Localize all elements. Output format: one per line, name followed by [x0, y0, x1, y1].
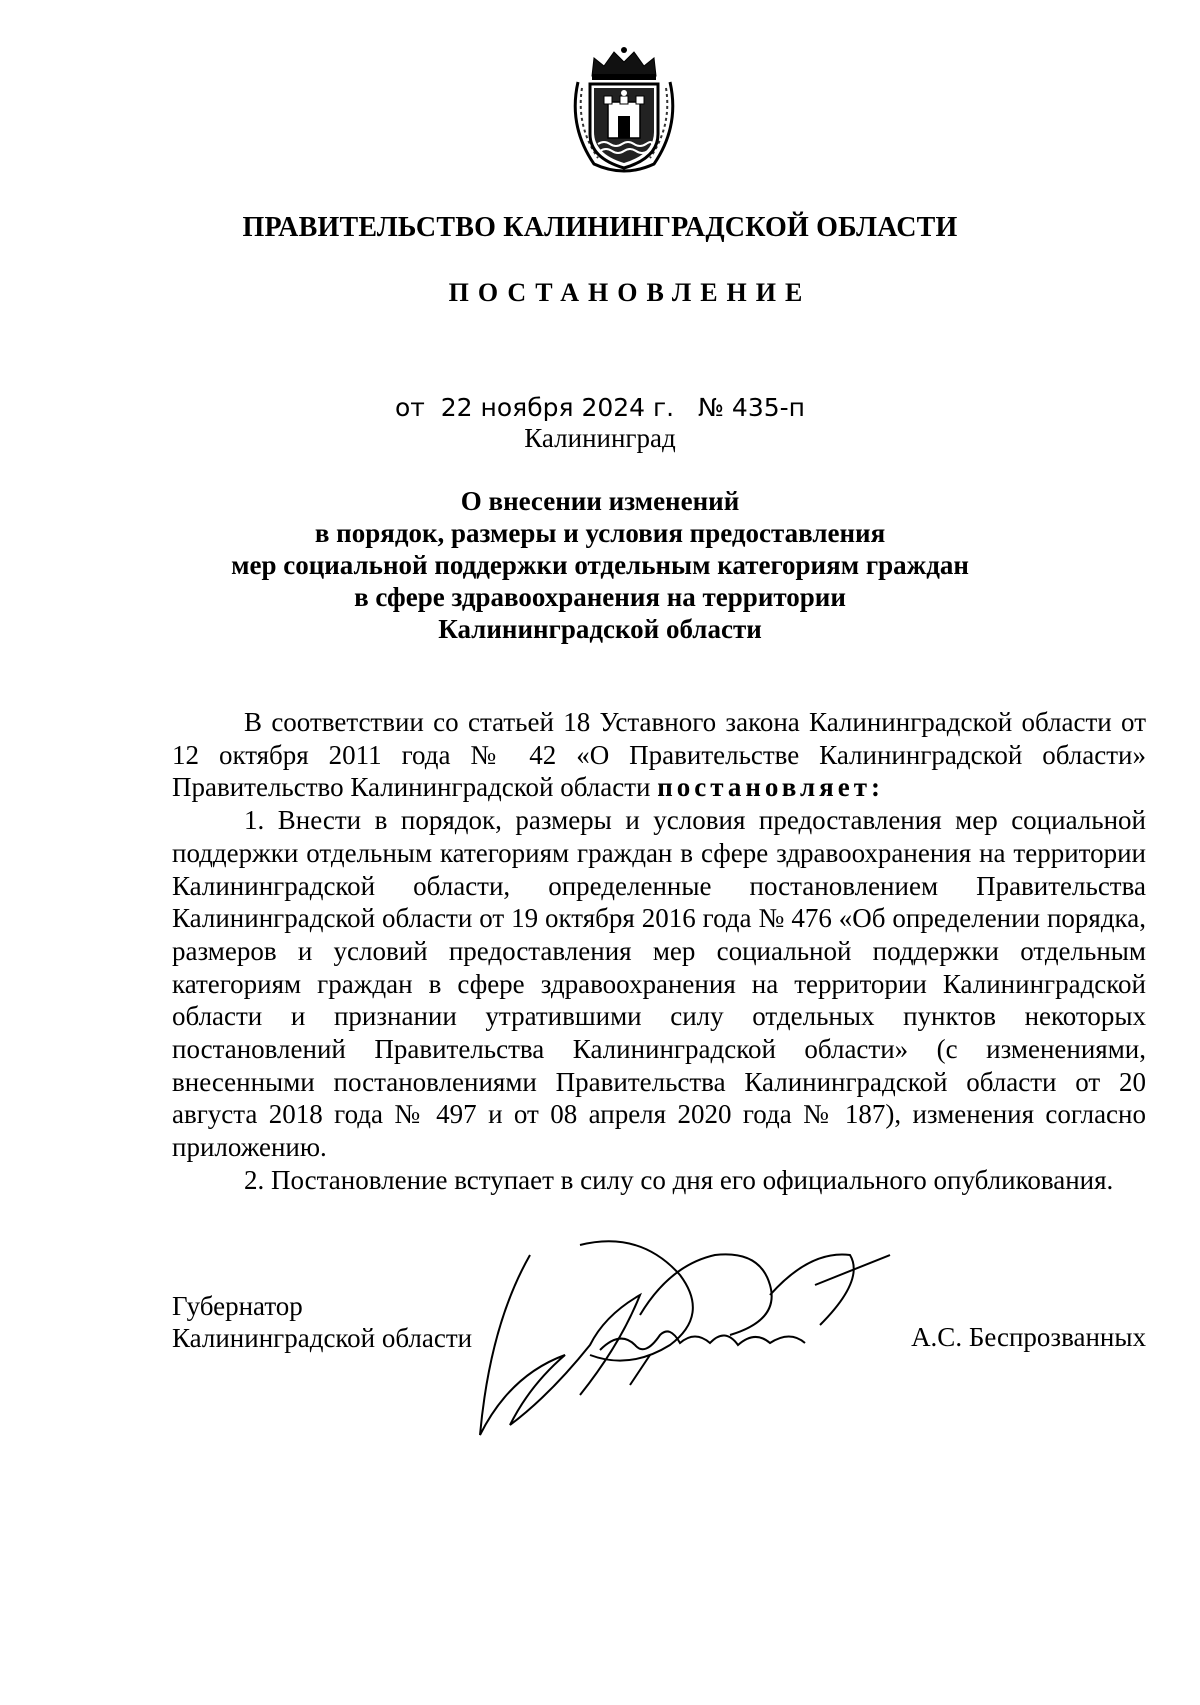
date-prefix: от	[394, 393, 425, 422]
item-paragraph: 2. Постановление вступает в силу со дня его официального опубликования.	[244, 1164, 1114, 1195]
preamble-text: В соответствии со статьей 18 Уставного закона Калининградской области от 12 октября 2011 года № 42 «О Правительстве Калининградской области» Правительство Калининградской области	[172, 707, 1146, 803]
subject-line: О внесении изменений	[460, 486, 740, 516]
document-subject	[0, 485, 1200, 645]
coat-of-arms-icon	[564, 46, 684, 178]
signer-position	[172, 1290, 472, 1354]
document-date: 22 ноября 2024 г.	[440, 393, 675, 422]
document-type: ПОСТАНОВЛЕНИЕ	[448, 278, 812, 307]
date-line	[0, 393, 1200, 422]
organization-title: ПРАВИТЕЛЬСТВО КАЛИНИНГРАДСКОЙ ОБЛАСТИ	[242, 212, 958, 243]
subject-line: мер социальной поддержки отдельным категориям граждан	[231, 550, 969, 580]
document-body	[172, 706, 1146, 1197]
preamble-paragraph	[172, 706, 1146, 804]
subject-line: Калининградской области	[438, 614, 762, 644]
signer-name: А.С. Беспрозванных	[911, 1322, 1146, 1352]
position-line: Калининградской области	[172, 1323, 473, 1353]
document-number: № 435-п	[697, 393, 805, 422]
handwritten-signature-icon	[470, 1235, 940, 1450]
item-paragraph: 1. Внести в порядок, размеры и условия предоставления мер социальной поддержки отдельным категориям граждан в сфере здравоохранения на территории Калининградской области, определенные постановлением Правительства Калининградской области от 19 октября 2016 года № 476 «Об определении порядка, размеров и условий предоставления мер социальной поддержки отдельным категориям граждан в сфере здравоохранения на территории Калининградской области и признании утратившими силу отдельных пунктов некоторых постановлений Правительства Калининградской области» (с изменениями, внесенными постановлениями Правительства Калининградской области от 20 августа 2018 года № 497 и от 08 апреля 2020 года № 187), изменения согласно приложению.	[172, 805, 1146, 1163]
decree-word: постановляет:	[657, 772, 884, 803]
subject-line: в сфере здравоохранения на территории	[354, 582, 846, 612]
position-line: Губернатор	[172, 1291, 303, 1321]
city: Калининград	[524, 423, 676, 453]
subject-line: в порядок, размеры и условия предоставления	[314, 518, 886, 548]
